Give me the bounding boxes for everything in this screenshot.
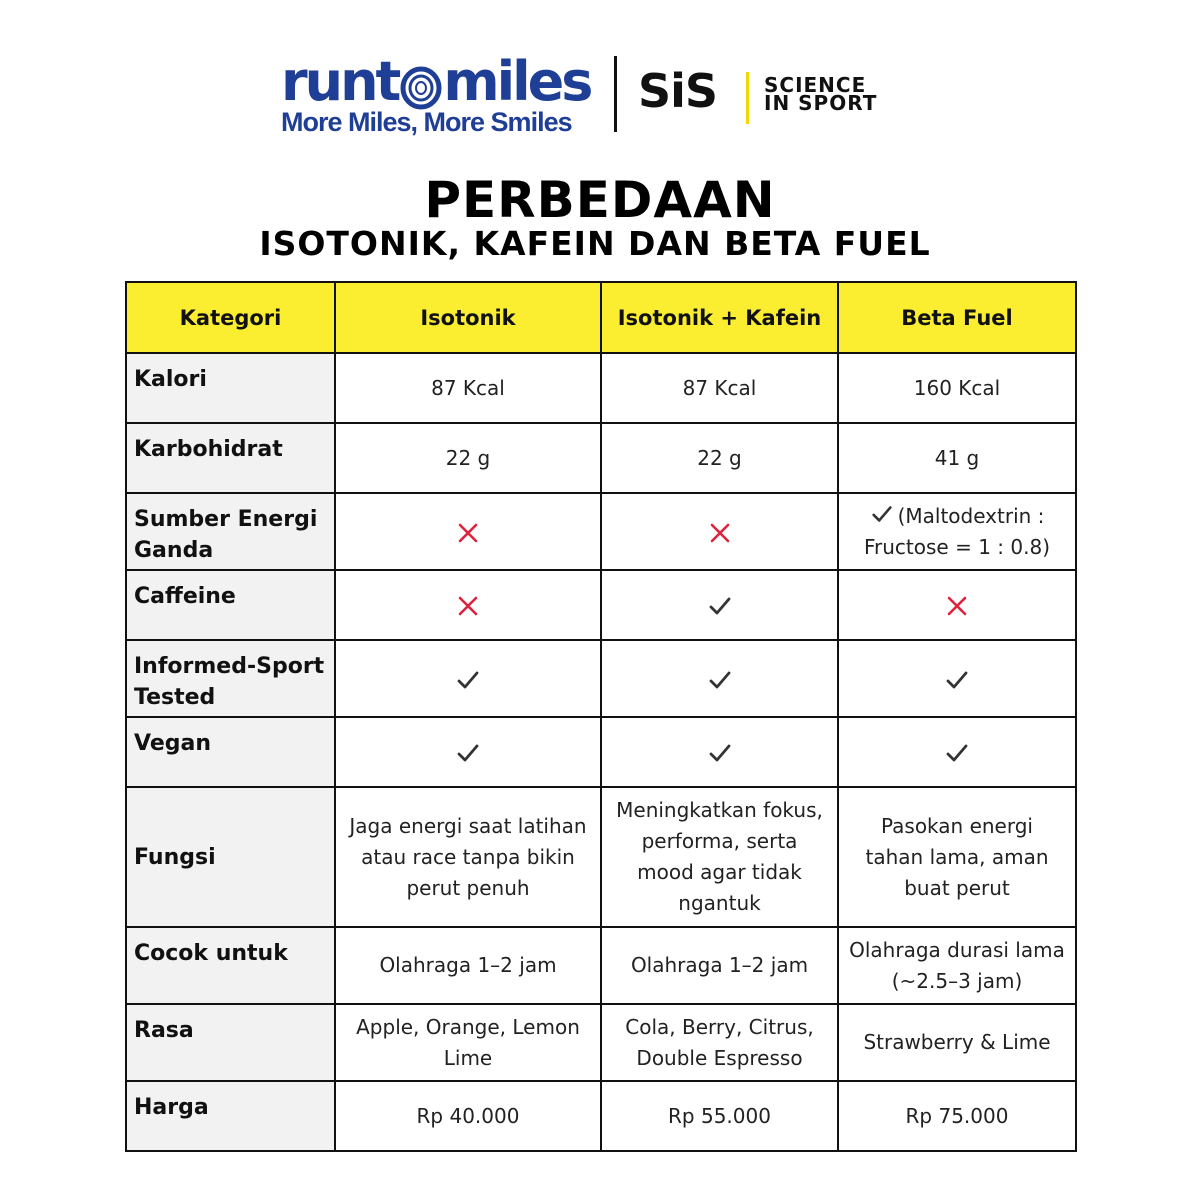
value-cell [601,927,838,1004]
cell-text-line: Meningkatkan fokus, [616,798,823,822]
track-o-icon [400,64,442,108]
page-subtitle: ISOTONIK, KAFEIN DAN BETA FUEL [259,224,931,263]
cell-text-line: tahan lama, aman [865,844,1049,869]
cell-text-line: Lime [443,1045,493,1070]
category-cell [126,1081,335,1151]
header-isotonik-kafein: Isotonik + Kafein [601,282,838,353]
cell-text-line: Rp 55.000 [668,1103,771,1128]
value-cell [838,1004,1076,1081]
value-cell [601,640,838,717]
cross-icon [455,520,481,546]
cell-text-line: 22 g [697,445,742,470]
runtomiles-wordmark [281,50,601,113]
value-cell [838,640,1076,717]
value-cell [335,927,601,1004]
cell-text-line: Olahraga 1–2 jam [379,953,557,977]
cell-text-line: 41 g [934,445,980,470]
table-row [126,717,1076,787]
cell-text-line: 160 Kcal [913,375,1001,400]
category-cell [126,640,335,717]
table-row [126,423,1076,493]
cell-text-line: Rp 75.000 [905,1103,1009,1128]
table-row [126,787,1076,927]
category-cell [126,1004,335,1081]
cell-text-line: (~2.5–3 jam) [891,968,1023,993]
value-cell [335,353,601,423]
category-label-line: Informed-Sport [134,654,325,679]
category-label-line: Harga [134,1095,209,1120]
category-label-line: Rasa [134,1018,194,1043]
value-cell [335,570,601,640]
value-cell [601,1081,838,1151]
value-cell [335,423,601,493]
sis-subtitle-line-2: IN SPORT [764,91,878,115]
value-cell [601,423,838,493]
value-cell [601,1004,838,1081]
category-cell [126,927,335,1004]
value-cell [838,353,1076,423]
category-label-line: Kalori [134,367,207,392]
category-label-line: Fungsi [134,844,216,870]
table-row [126,640,1076,717]
cell-text-line: 22 g [445,445,491,470]
value-cell [838,787,1076,927]
cell-text-line: Olahraga 1–2 jam [630,953,809,977]
runtomiles-tagline: More Miles, More Smiles [281,107,572,137]
value-cell [838,570,1076,640]
cell-text-line: atau race tanpa bikin [361,844,575,869]
runtomiles-logo [281,52,601,136]
logo-bar [0,50,1200,140]
cell-text-line: Rp 40.000 [416,1103,520,1128]
sis-subtitle [764,73,878,115]
value-cell [601,717,838,787]
value-cell [601,493,838,570]
value-cell [335,1004,601,1081]
cell-text-line: performa, serta [641,829,798,853]
cross-icon [707,520,733,546]
check-icon [707,593,733,619]
category-label-line: Sumber Energi [134,507,318,532]
header-beta-fuel: Beta Fuel [838,282,1076,353]
table-header-row [126,282,1076,353]
table-row [126,570,1076,640]
check-icon [870,502,894,526]
table-row [126,493,1076,570]
value-cell [335,493,601,570]
category-cell [126,493,335,570]
cell-text: (Maltodextrin : [897,503,1045,528]
check-icon [944,740,970,766]
header-kategori: Kategori [126,282,335,353]
category-label-line: Ganda [134,538,214,563]
runtomiles-word-part-1: runt [281,50,399,113]
value-cell [335,717,601,787]
sis-wordmark: SiS [638,64,718,118]
cell-text-line: 87 Kcal [682,375,757,400]
cell-text-line: mood agar tidak [637,860,802,884]
value-cell [838,423,1076,493]
cell-text-line: Fructose = 1 : 0.8) [863,534,1050,559]
category-label-line: Karbohidrat [134,437,283,462]
sis-subtitle-line-1: SCIENCE [764,73,867,97]
value-cell [601,787,838,927]
cell-text-line: Apple, Orange, Lemon [356,1014,580,1039]
value-cell [601,570,838,640]
category-cell [126,787,335,927]
value-cell [335,640,601,717]
check-icon [707,667,733,693]
cross-icon [944,593,970,619]
runtomiles-word-part-2: miles [443,50,591,113]
header-isotonik: Isotonik [335,282,601,353]
sis-yellow-divider [746,72,749,124]
table-row [126,353,1076,423]
category-label-line: Vegan [134,731,211,756]
cross-icon [455,593,481,619]
cell-text-line: Olahraga durasi lama [849,937,1065,962]
category-cell [126,570,335,640]
check-icon [455,667,481,693]
table-row [126,1081,1076,1151]
logo-divider [614,56,617,132]
cell-text-line [845,501,1069,532]
cell-text-line: 87 Kcal [431,375,505,400]
page-title: PERBEDAAN [424,171,776,229]
cell-text-line: Strawberry & Lime [863,1030,1051,1054]
value-cell [601,353,838,423]
comparison-table [125,281,1077,1152]
cell-text-line: buat perut [904,875,1010,900]
table-row [126,927,1076,1004]
table-row [126,1004,1076,1081]
category-label-line: Caffeine [134,584,236,609]
cell-text-line: perut penuh [406,875,530,900]
cell-text-line: Double Espresso [636,1045,803,1070]
cell-text-line: Cola, Berry, Citrus, [625,1014,814,1039]
value-cell [838,927,1076,1004]
table-body [126,353,1076,1151]
category-cell [126,353,335,423]
check-icon [707,740,733,766]
value-cell [838,1081,1076,1151]
cell-text-line: ngantuk [678,891,761,915]
category-cell [126,423,335,493]
cell-text-line: Jaga energi saat latihan [349,813,587,838]
category-cell [126,717,335,787]
value-cell [838,717,1076,787]
check-icon [455,740,481,766]
check-icon [944,667,970,693]
cell-text-line: Pasokan energi [880,813,1033,838]
category-label-line: Cocok untuk [134,941,288,966]
value-cell [335,787,601,927]
category-label-line: Tested [134,685,216,710]
value-cell [838,493,1076,570]
sis-logo [638,64,738,124]
value-cell [335,1081,601,1151]
